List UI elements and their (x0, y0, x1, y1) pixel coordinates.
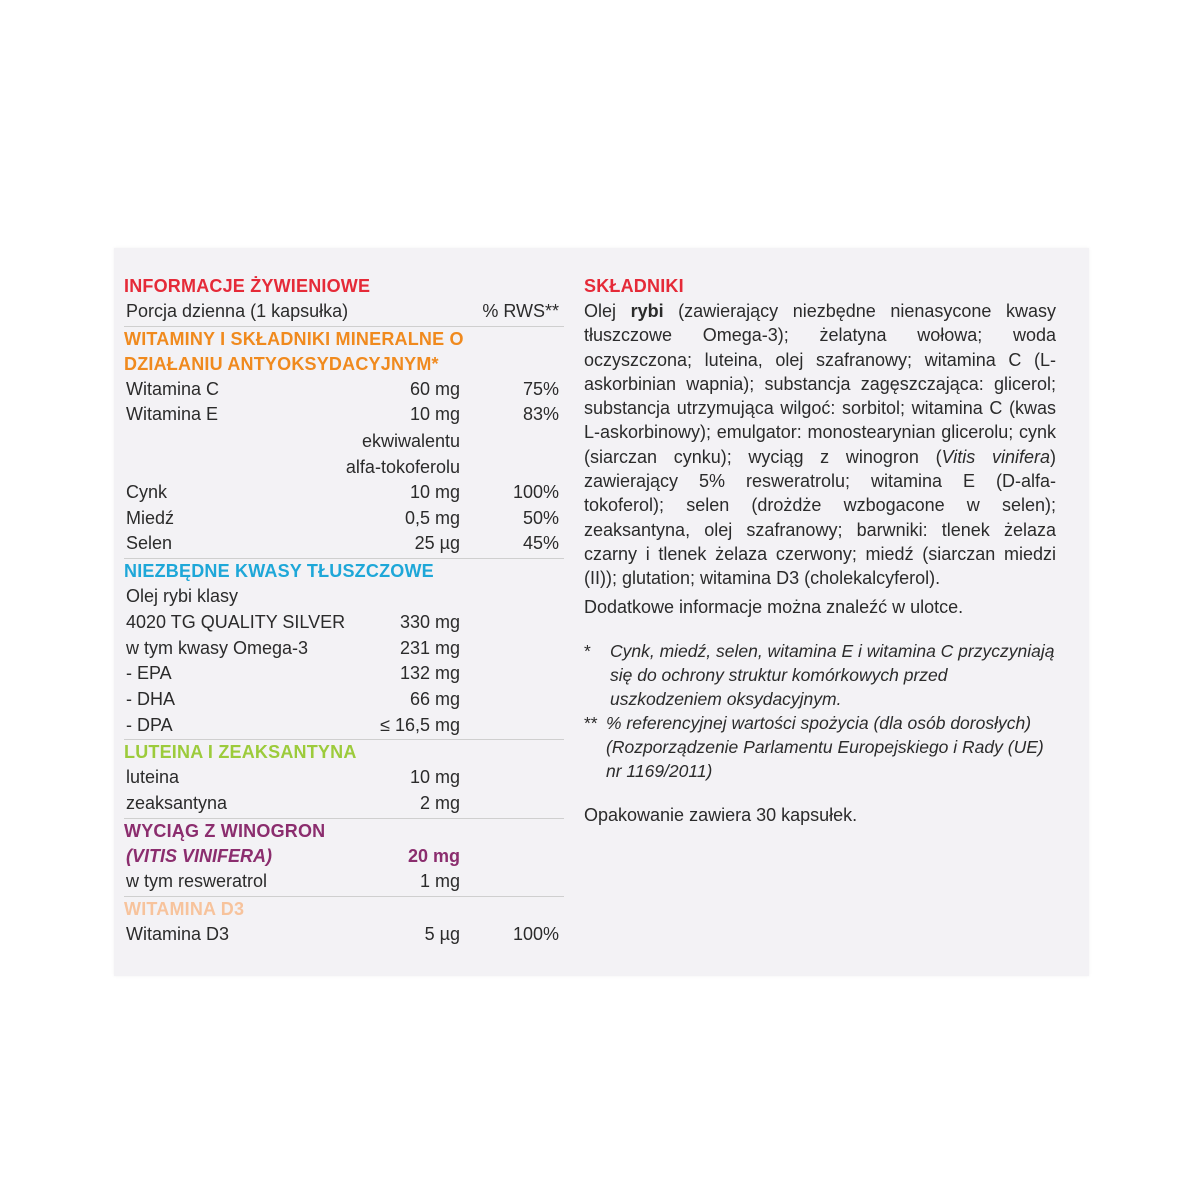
grape-heading: WYCIĄG Z WINOGRON (124, 820, 326, 841)
footnote-mark: * (584, 640, 591, 661)
portion-row (124, 299, 564, 325)
ingredients-text-mid: (zawierający niezbędne nienasycone kwasy tłuszczowe Omega-3); żelatyna wołowa; woda oczyszczona; luteina, olej szafranowy; witamina C (L-askorbinian wapnia); substancja zagęszczająca: glicerol; substancja utrzymująca wilgoć: sorbitol; witamina C (kwas L-askorbinowy); emulgator: monostearynian glicerolu; cynk (siarczan cynku); wyciąg z winogron ( (584, 301, 1056, 467)
row-amount: 5 µg (424, 924, 460, 944)
row-amount: 2 mg (419, 792, 460, 813)
row-amount: 10 mg (409, 482, 460, 503)
product-label-panel (114, 248, 1089, 976)
table-row (124, 480, 564, 506)
vitamins-heading-2: DZIAŁANIU ANTYOKSYDACYJNYM* (124, 353, 439, 374)
ingredients-text-start: Olej (584, 301, 631, 321)
table-row (124, 377, 564, 403)
ingredients-section (584, 274, 1056, 827)
row-name: Witamina E (126, 404, 219, 425)
row-name: 4020 TG QUALITY SILVER (126, 611, 346, 632)
ingredients-text-bold: rybi (630, 301, 664, 321)
row-amount: 330 mg (399, 611, 460, 632)
row-rws: 45% (522, 533, 559, 554)
row-name: Miedź (126, 507, 175, 528)
row-name: Witamina D3 (126, 924, 230, 944)
vit-e-note-2: alfa-tokoferolu (345, 457, 460, 478)
row-amount: 66 mg (409, 688, 460, 709)
table-row (124, 869, 564, 895)
vitamins-heading-1: WITAMINY I SKŁADNIKI MINERALNE O (124, 328, 464, 349)
row-name: Selen (126, 533, 173, 554)
row-amount: 60 mg (409, 378, 460, 399)
footnote-text: Cynk, miedź, selen, witamina E i witamina C przyczyniają się do ochrony struktur komórkowych przed uszkodzeniem oksydacyjnym. (610, 640, 1055, 709)
row-name: - EPA (126, 663, 172, 684)
table-row (124, 687, 564, 713)
package-info: Opakowanie zawiera 30 kapsułek. (584, 804, 858, 825)
vit-e-note-1: ekwiwalentu (361, 431, 460, 452)
table-row (124, 531, 564, 557)
fatty-acids-heading: NIEZBĘDNE KWASY TŁUSZCZOWE (124, 561, 434, 582)
row-amount: ≤ 16,5 mg (380, 714, 460, 735)
row-rws: 75% (522, 378, 559, 399)
row-name: w tym kwasy Omega-3 (126, 637, 309, 658)
row-name: Olej rybi klasy (126, 586, 239, 607)
row-amount: 132 mg (399, 663, 460, 684)
d3-heading: WITAMINA D3 (124, 899, 245, 919)
footnote-antioxidant (584, 639, 1056, 711)
footnote-mark: ** (584, 712, 598, 733)
row-rws: 50% (522, 507, 559, 528)
row-amount: 10 mg (409, 767, 460, 788)
ingredients-text (584, 299, 1056, 591)
lutein-heading: LUTEINA I ZEAKSANTYNA (124, 742, 357, 763)
row-amount: 231 mg (399, 637, 460, 658)
row-name: w tym resweratrol (126, 871, 268, 892)
row-rws: 100% (512, 482, 559, 503)
ingredients-title: SKŁADNIKI (584, 276, 684, 296)
row-name: zeaksantyna (126, 792, 228, 813)
footnote-text: % referencyjnej wartości spożycia (dla osób dorosłych)(Rozporządzenie Parlamentu Europejskiego i Rady (UE) nr 1169/2011) (606, 712, 1044, 781)
row-name: - DPA (126, 714, 173, 735)
ingredients-text-italic: Vitis vinifera (941, 446, 1050, 467)
footnote-rws (584, 711, 1056, 783)
table-row (124, 584, 564, 610)
table-row (124, 791, 564, 817)
row-amount: 0,5 mg (404, 507, 460, 528)
table-row (124, 636, 564, 662)
table-row (124, 506, 564, 532)
row-name: - DHA (126, 688, 175, 709)
table-row (124, 922, 564, 948)
row-amount: 1 mg (419, 871, 460, 892)
row-rws: 83% (522, 404, 559, 425)
ingredients-text-end: ) zawierający 5% resweratrolu; witamina E (D-alfa-tokoferol); selen (drożdże wzbogacone w selen); zeaksantyna, olej szafranowy; barwniki: tlenek żelaza czarny i tlenek żelaza czerwony; miedź (siarczan miedzi (II)); glutation; witamina D3 (cholekalcyferol). (584, 446, 1056, 589)
table-row (124, 713, 564, 739)
row-name: Witamina C (126, 378, 220, 399)
row-rws: 100% (512, 924, 559, 944)
grape-row (124, 844, 564, 870)
row-amount: 25 µg (414, 533, 460, 554)
nutrition-title: INFORMACJE ŻYWIENIOWE (124, 276, 371, 296)
nutrition-table (124, 274, 564, 948)
table-row (124, 610, 564, 636)
grape-latin-name: (VITIS VINIFERA) (126, 845, 273, 866)
additional-info: Dodatkowe informacje można znaleźć w ulotce. (584, 596, 964, 617)
grape-amount: 20 mg (407, 845, 460, 866)
table-row (124, 661, 564, 687)
portion-label: Porcja dzienna (1 kapsułka) (126, 301, 349, 321)
table-row (124, 765, 564, 791)
row-name: Cynk (126, 482, 168, 503)
row-name: luteina (126, 767, 180, 788)
rws-label: % RWS** (482, 301, 559, 321)
table-row (124, 402, 564, 428)
row-amount: 10 mg (409, 404, 460, 425)
